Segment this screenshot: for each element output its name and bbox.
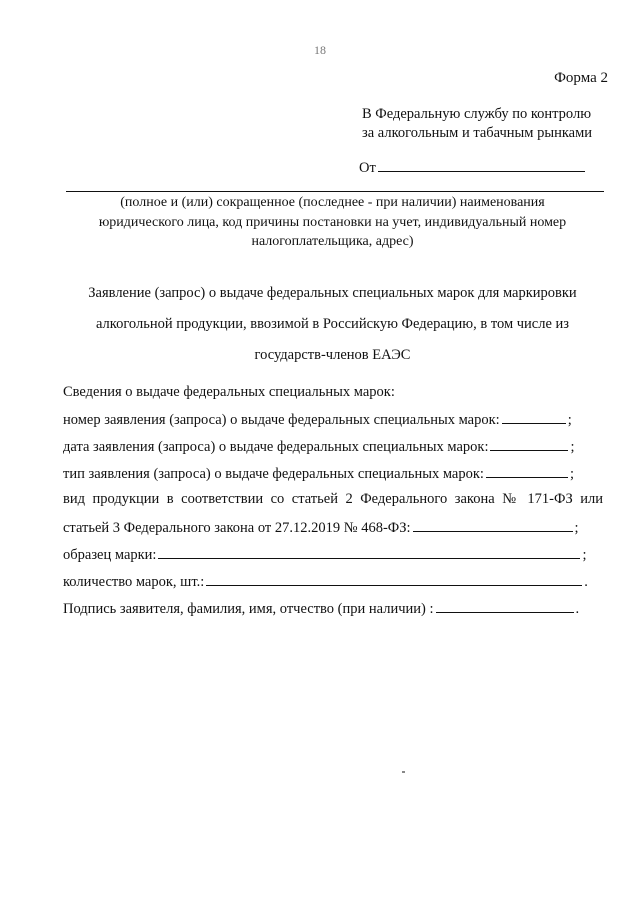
entity-note-line-2: юридического лица, код причины постановки на учет, индивидуальный номер: [98, 214, 567, 230]
scan-speck: [402, 771, 405, 773]
form-label: Форма 2: [554, 70, 608, 86]
from-blank-line[interactable]: [378, 157, 585, 172]
stamp-quantity-row: [63, 572, 603, 591]
stamp-quantity-blank[interactable]: [206, 572, 582, 586]
application-type-row: [63, 464, 603, 483]
application-number-row: [63, 410, 603, 429]
entity-note-line-3: налогоплательщика, адрес): [251, 234, 414, 249]
statement-title: [60, 278, 605, 371]
period: .: [575, 601, 580, 617]
statement-title-line-1: Заявление (запрос) о выдаче федеральных специальных марок для маркировки: [88, 285, 577, 301]
section-heading: Сведения о выдаче федеральных специальных марок:: [63, 384, 395, 400]
semicolon: ;: [567, 412, 572, 428]
statement-title-line-2: алкогольной продукции, ввозимой в Российскую Федерацию, в том числе из: [95, 316, 570, 332]
signature-row: [63, 599, 603, 618]
semicolon: ;: [570, 439, 575, 455]
header-divider: [66, 191, 604, 192]
product-type-row: [63, 518, 603, 537]
product-type-label: статьей 3 Федерального закона от 27.12.2019 № 468-ФЗ:: [63, 520, 411, 536]
statement-title-line-3: государств-членов ЕАЭС: [254, 347, 411, 363]
stamp-sample-label: образец марки:: [63, 547, 157, 563]
period: .: [584, 574, 588, 590]
page-number: 18: [314, 43, 326, 57]
application-type-label: тип заявления (запроса) о выдаче федеральных специальных марок:: [63, 466, 484, 482]
entity-note: [60, 193, 605, 252]
entity-note-line-1: (полное и (или) сокращенное (последнее - при наличии) наименования: [120, 195, 545, 210]
semicolon: ;: [569, 466, 574, 482]
semicolon: ;: [582, 547, 587, 563]
product-type-line-1: вид продукции в соответствии со статьей 2 Федерального закона № 171-ФЗ или: [63, 491, 603, 507]
product-type-blank[interactable]: [413, 518, 573, 532]
signature-label: Подпись заявителя, фамилия, имя, отчество (при наличии) :: [63, 601, 434, 617]
from-field: [359, 157, 585, 177]
signature-blank[interactable]: [436, 599, 574, 613]
application-date-label: дата заявления (запроса) о выдаче федеральных специальных марок:: [63, 439, 489, 455]
semicolon: ;: [574, 520, 579, 536]
addressee-line-2: за алкогольным и табачным рынками: [362, 125, 593, 141]
stamp-quantity-label: количество марок, шт.:: [63, 574, 205, 590]
addressee-line-1: В Федеральную службу по контролю: [362, 106, 592, 122]
application-number-blank[interactable]: [502, 410, 566, 424]
stamp-sample-blank[interactable]: [158, 545, 580, 559]
stamp-sample-row: [63, 545, 603, 564]
application-number-label: номер заявления (запроса) о выдаче федеральных специальных марок:: [63, 412, 500, 428]
application-date-blank[interactable]: [490, 437, 568, 451]
application-type-blank[interactable]: [486, 464, 568, 478]
addressee: [362, 105, 592, 143]
application-date-row: [63, 437, 603, 456]
from-label: От: [359, 160, 376, 176]
